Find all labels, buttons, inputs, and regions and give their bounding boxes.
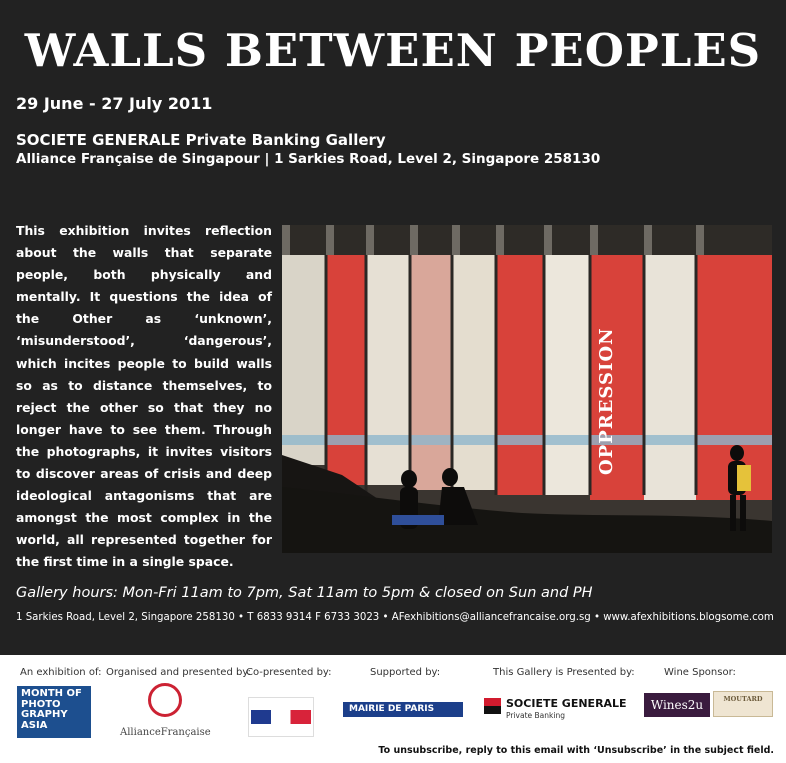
gallery-hours: Gallery hours: Mon-Fri 11am to 7pm, Sat 11am to 5pm & closed on Sun and PH bbox=[16, 585, 593, 601]
alliance-francaise-logo[interactable] bbox=[120, 683, 210, 745]
month-of-photography-logo[interactable]: MONTH OF PHOTO GRAPHY ASIA bbox=[17, 686, 91, 738]
societe-generale-logo[interactable] bbox=[484, 697, 634, 721]
moutard-logo[interactable]: MOUTARD bbox=[713, 691, 773, 717]
private-banking-logo-text: Private Banking bbox=[506, 711, 565, 720]
gallery-name: SOCIETE GENERALE Private Banking Gallery bbox=[16, 131, 386, 149]
label-copresented-by: Co-presented by: bbox=[246, 667, 332, 678]
wall-photograph bbox=[282, 225, 772, 553]
label-exhibition-of: An exhibition of: bbox=[20, 667, 102, 678]
photo-illustration bbox=[282, 225, 772, 553]
exhibition-description: This exhibition invites reflection about the walls that separate people, both physically and mentally. It questions the idea of the Other as ‘unknown’, ‘misunderstood’, ‘dangerous’, which incites people to build walls so as to distance themselves, to reject the other so that they no longer have to see them. Through the photographs, it invites visitors to discover areas of crisis and deep ideological antagonisms that are amongst the most complex in the world, all represented together for the first time in a single space. bbox=[16, 223, 272, 570]
societe-generale-square-icon bbox=[484, 698, 501, 714]
societe-generale-logo-text: SOCIETE GENERALE bbox=[506, 697, 627, 710]
contact-details: 1 Sarkies Road, Level 2, Singapore 258130 • T 6833 9314 F 6733 3023 • AFexhibitions@alliancefrancaise.org.sg • www.afexhibitions.blogsome.com bbox=[16, 612, 774, 623]
wines2u-logo[interactable]: Wines2u bbox=[644, 693, 710, 717]
unsubscribe-note: To unsubscribe, reply to this email with ‘Unsubscribe’ in the subject field. bbox=[378, 745, 774, 756]
label-presented-by: This Gallery is Presented by: bbox=[493, 667, 635, 678]
republique-francaise-logo[interactable] bbox=[248, 697, 314, 737]
sponsors-footer bbox=[0, 655, 786, 763]
gallery-address: Alliance Française de Singapour | 1 Sarkies Road, Level 2, Singapore 258130 bbox=[16, 151, 601, 167]
french-flag-icon bbox=[251, 710, 311, 724]
label-supported-by: Supported by: bbox=[370, 667, 441, 678]
wall-graffiti-text: OPPRESSION bbox=[596, 327, 617, 475]
exhibition-title: WALLS BETWEEN PEOPLES bbox=[24, 24, 762, 77]
alliance-logo-text: AllianceFrançaise bbox=[120, 727, 211, 738]
exhibition-dates: 29 June - 27 July 2011 bbox=[16, 94, 213, 113]
mairie-de-paris-logo[interactable]: MAIRIE DE PARIS bbox=[343, 702, 463, 717]
label-organised-by: Organised and presented by: bbox=[106, 667, 251, 678]
label-wine-sponsor: Wine Sponsor: bbox=[664, 667, 736, 678]
alliance-seal-icon bbox=[148, 683, 182, 717]
